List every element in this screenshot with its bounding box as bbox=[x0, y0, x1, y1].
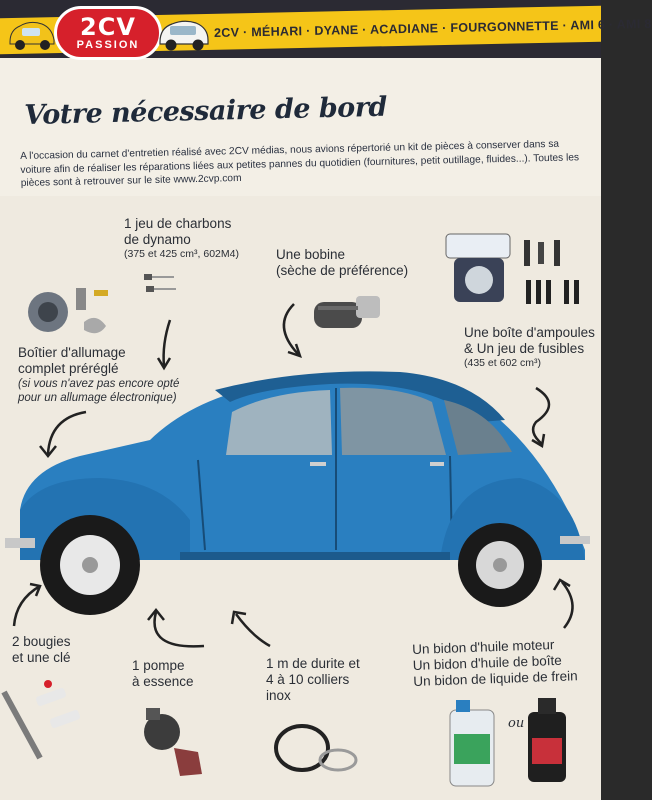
bobine-line2: (sèche de préférence) bbox=[276, 263, 409, 278]
label-ampoules bbox=[464, 325, 595, 370]
allumage-note2: pour un allumage électronique) bbox=[18, 392, 177, 404]
ampoules-note: (435 et 602 cm³) bbox=[464, 357, 542, 369]
bidons-line3: Un bidon de liquide de frein bbox=[413, 668, 578, 689]
ignition-box-image bbox=[24, 282, 112, 342]
label-pompe bbox=[132, 658, 194, 690]
oil-can-image bbox=[442, 700, 502, 790]
ampoules-line2: & Un jeu de fusibles bbox=[464, 341, 585, 356]
logo-text-passion: PASSION bbox=[76, 39, 140, 51]
bulb-box-image bbox=[444, 232, 514, 307]
intro-paragraph: A l'occasion du carnet d'entretien réalisé avec 2CV médias, nous avions répertorié un kit de pièces à conserver dans sa voiture afin de réaliser les réparations liées aux petites pannes du quotidien (fournitures, petit outillage, fluides...). Toutes les pièces sont à retrouver sur le site www.2cvp.com bbox=[20, 138, 580, 189]
bougies-line2: et une clé bbox=[12, 650, 71, 665]
fuel-pump-image bbox=[136, 700, 212, 780]
yellow-2cv-icon bbox=[6, 18, 58, 52]
spark-plugs-image bbox=[0, 678, 92, 768]
pompe-line2: à essence bbox=[132, 674, 194, 689]
coil-image bbox=[310, 288, 386, 338]
label-durite bbox=[266, 656, 360, 704]
label-charbons bbox=[124, 216, 239, 261]
logo-text-2cv: 2CV bbox=[80, 13, 136, 41]
white-2cv-icon bbox=[156, 16, 212, 54]
arrow-durite-icon bbox=[226, 606, 276, 650]
brake-fluid-image bbox=[522, 696, 572, 786]
pompe-line1: 1 pompe bbox=[132, 658, 185, 673]
charbons-line2: de dynamo bbox=[124, 232, 191, 247]
arrow-pompe-icon bbox=[140, 606, 210, 652]
label-bidons bbox=[412, 636, 578, 690]
dynamo-brushes-image bbox=[140, 268, 200, 298]
label-bougies bbox=[12, 634, 71, 666]
model-list: 2CV · MÉHARI · DYANE · ACADIANE · FOURGONNETTE · AMI 6 · AMI 8 bbox=[213, 16, 652, 40]
label-ou: ou bbox=[508, 716, 525, 731]
bobine-line1: Une bobine bbox=[276, 247, 346, 262]
durite-line2: 4 à 10 colliers bbox=[266, 672, 350, 687]
charbons-note: (375 et 425 cm³, 602M4) bbox=[124, 248, 239, 260]
page-title: Votre nécessaire de bord bbox=[24, 91, 388, 131]
arrow-charbons-icon bbox=[142, 316, 182, 372]
bidons-line1: Un bidon d'huile moteur bbox=[412, 637, 555, 657]
allumage-note1: (si vous n'avez pas encore opté bbox=[18, 378, 180, 390]
fuse-set-image bbox=[520, 236, 584, 308]
allumage-line2: complet préréglé bbox=[18, 361, 119, 376]
bidons-line2: Un bidon d'huile de boîte bbox=[412, 652, 562, 673]
durite-line3: inox bbox=[266, 688, 291, 703]
bougies-line1: 2 bougies bbox=[12, 634, 71, 649]
arrow-bobine-icon bbox=[272, 300, 312, 364]
arrow-bougies-icon bbox=[6, 580, 46, 630]
arrow-ampoules-icon bbox=[526, 384, 560, 450]
durite-line1: 1 m de durite et bbox=[266, 656, 360, 671]
label-bobine bbox=[276, 247, 408, 279]
2cv-passion-logo bbox=[54, 6, 162, 60]
charbons-line1: 1 jeu de charbons bbox=[124, 216, 232, 231]
arrow-allumage-icon bbox=[36, 408, 92, 458]
ampoules-line1: Une boîte d'ampoules bbox=[464, 325, 595, 340]
allumage-line1: Boîtier d'allumage bbox=[18, 345, 126, 360]
hose-clamps-image bbox=[270, 714, 366, 778]
arrow-bidons-icon bbox=[548, 576, 582, 632]
